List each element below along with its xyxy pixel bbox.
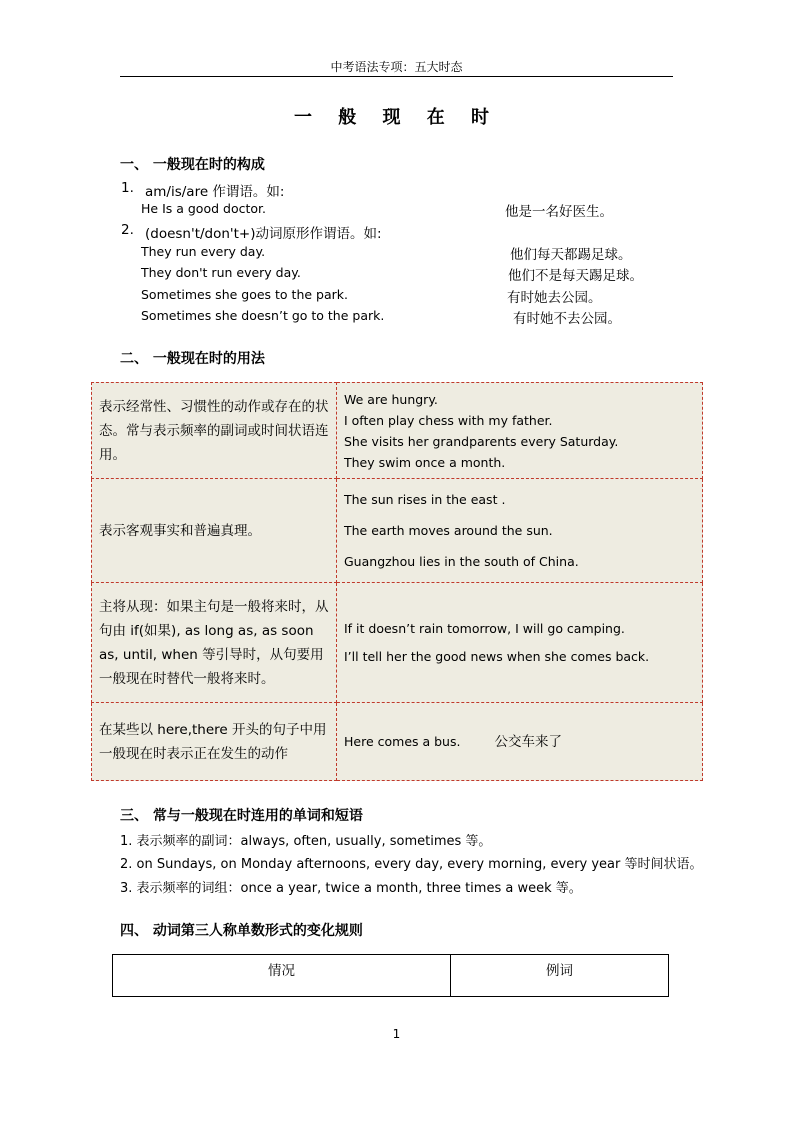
section1-example-cn: 有时她去公园。 <box>507 290 602 306</box>
page-title: 一 般 现 在 时 <box>293 107 500 128</box>
usage-example-translation: 公交车来了 <box>494 733 562 750</box>
section1-example-en: They run every day. <box>141 244 266 259</box>
section1-example-en: Sometimes she goes to the park. <box>141 287 348 302</box>
section4-heading: 四、 动词第三人称单数形式的变化规则 <box>120 923 363 939</box>
usage-row <box>92 703 703 781</box>
usage-example: I’ll tell her the good news when she comes back. <box>344 648 650 664</box>
section1-example-cn: 有时她不去公园。 <box>513 311 621 327</box>
usage-example: If it doesn’t rain tomorrow, I will go camping. <box>344 620 625 636</box>
section3-heading: 三、 常与一般现在时连用的单词和短语 <box>120 808 363 824</box>
section1-example1-en: He Is a good doctor. <box>141 201 266 216</box>
table-header-row <box>113 955 669 997</box>
usage-example: I often play chess with my father. <box>344 412 553 428</box>
section3-line: 1. 表示频率的副词：always, often, usually, sometimes 等。 <box>120 834 492 849</box>
usage-row <box>92 583 703 703</box>
usage-description: 主将从现：如果主句是一般将来时，从句由 if(如果), as long as, as soon as, until, when 等引导时，从句要用一般现在时替代一般将来时。 <box>92 583 337 703</box>
page-number: 1 <box>392 1027 401 1041</box>
section3-line: 2. on Sundays, on Monday afternoons, every day, every morning, every year 等时间状语。 <box>120 857 703 872</box>
section1-heading: 一、 一般现在时的构成 <box>120 157 265 173</box>
usage-row <box>92 479 703 583</box>
usage-description: 表示客观事实和普遍真理。 <box>92 479 337 583</box>
header-divider <box>120 76 673 77</box>
usage-examples <box>337 703 703 781</box>
usage-example: Guangzhou lies in the south of China. <box>344 554 579 569</box>
section1-item1-rule: am/is/are 作谓语。如: <box>145 184 285 200</box>
section1-item2-number: 2. <box>121 222 134 238</box>
usage-example: The sun rises in the east . <box>344 492 506 507</box>
column-header-examples: 例词 <box>451 955 669 997</box>
section1-item2-rule: (doesn't/don't+)动词原形作谓语。如: <box>145 226 382 242</box>
section1-example1-cn: 他是一名好医生。 <box>505 204 613 220</box>
usage-description: 表示经常性、习惯性的动作或存在的状态。常与表示频率的副词或时间状语连用。 <box>92 383 337 479</box>
usage-example: We are hungry. <box>344 391 438 407</box>
usage-example: The earth moves around the sun. <box>344 523 553 538</box>
usage-example: They swim once a month. <box>344 454 506 470</box>
usage-example: She visits her grandparents every Saturday. <box>344 433 619 449</box>
column-header-situation: 情况 <box>113 955 451 997</box>
usage-row <box>92 383 703 479</box>
section1-example-en: They don't run every day. <box>141 265 301 280</box>
third-person-rules-table <box>112 954 669 997</box>
section1-item1-number: 1. <box>121 180 134 196</box>
usage-examples <box>337 383 703 479</box>
usage-table <box>91 382 703 781</box>
usage-description: 在某些以 here,there 开头的句子中用一般现在时表示正在发生的动作 <box>92 703 337 781</box>
usage-examples <box>337 583 703 703</box>
section1-example-cn: 他们每天都踢足球。 <box>510 247 632 263</box>
section1-example-cn: 他们不是每天踢足球。 <box>508 268 643 284</box>
page-header: 中考语法专项：五大时态 <box>330 60 463 74</box>
usage-examples <box>337 479 703 583</box>
section1-example-en: Sometimes she doesn’t go to the park. <box>141 308 385 323</box>
usage-example: Here comes a bus. <box>344 733 461 749</box>
section3-line: 3. 表示频率的词组：once a year, twice a month, three times a week 等。 <box>120 881 582 896</box>
section2-heading: 二、 一般现在时的用法 <box>120 351 265 367</box>
